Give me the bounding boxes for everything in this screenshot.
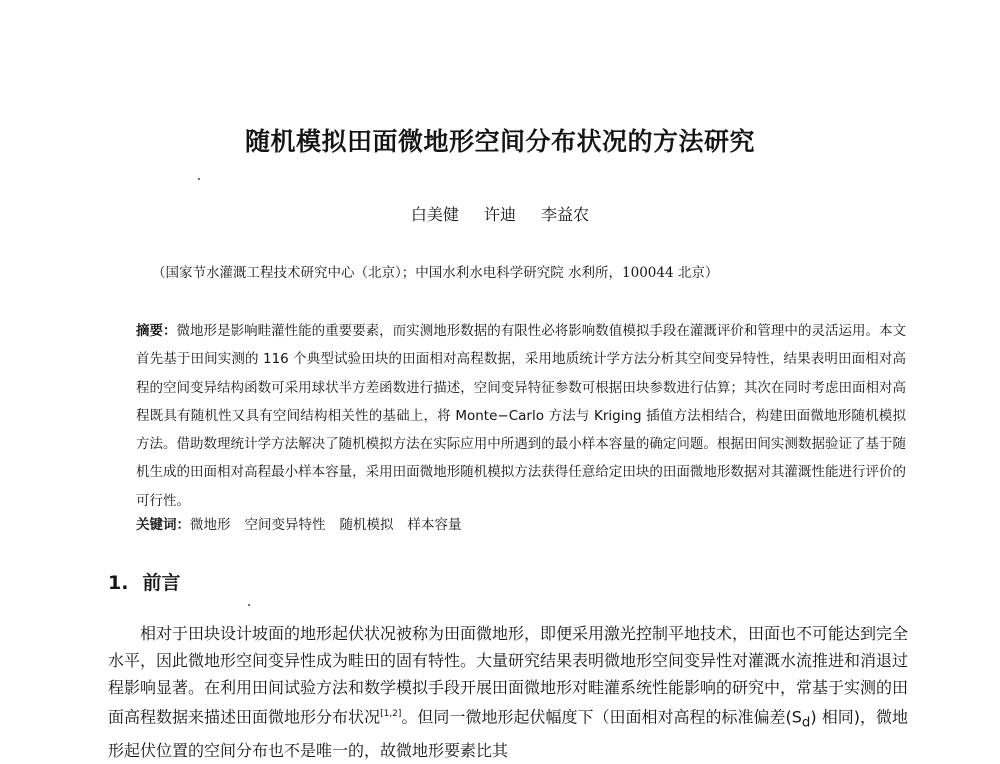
body-text-part: 。但同一微地形起伏幅度下（田面相对高程的标准偏差(S: [401, 707, 802, 727]
abstract-text: 微地形是影响畦灌性能的重要要素，而实测地形数据的有限性必将影响数值模拟手段在灌溉评价和管理中的灵活运用。本文首先基于田间实测的 116 个典型试验田块的田面相对高程数据，采用地质统计学方法分析其空间变异特性，结果表明田面相对高程的空间变异结构函数可采用球状半方差函数进行描述，空间变异特征参数可根据田块参数进行估算；其次在同时考虑田面相对高程既具有随机性又具有空间结构相关性的基础上，将 Monte−Carlo 方法与 Kriging 插值方法相结合，构建田面微地形随机模拟方法。借助数理统计学方法解决了随机模拟方法在实际应用中所遇到的最小样本容量的确定问题。根据田间实测数据验证了基于随机生成的田面相对高程最小样本容量，采用田面微地形随机模拟方法获得任意给定田块的田面微地形数据对其灌溉性能进行评价的可行性。: [136, 323, 907, 509]
keywords-label: 关键词：: [136, 517, 190, 533]
abstract-label: 摘要：: [136, 323, 177, 339]
body-text-part: 相对于田块设计坡面的地形起伏状况被称为田面微地形，即便采用激光控制平地技术，田面也不可能达到完全水平，因此微地形空间变异性成为畦田的固有特性。大量研究结果表明微地形空间变异性对灌溉水流推进和消退过程影响显著。在利用田间试验方法和数学模拟手段开展田面微地形对畦灌系统性能影响的研究中，常基于实测的田面高程数据来描述田面微地形分布状况: [108, 624, 909, 727]
affiliation: （国家节水灌溉工程技术研究中心（北京）；中国水利水电科学研究院 水利所，100044 北京）: [152, 265, 719, 281]
symbol-subscript: d: [801, 715, 811, 731]
body-paragraph: [108, 620, 908, 764]
paper-title: 随机模拟田面微地形空间分布状况的方法研究: [244, 127, 755, 156]
section-title: 前言: [142, 572, 181, 594]
keyword: 样本容量: [407, 517, 462, 533]
section-number: 1.: [108, 572, 129, 594]
author-name: 许迪: [483, 205, 516, 224]
author-list: [0, 202, 1000, 225]
keyword: 随机模拟: [339, 517, 394, 533]
scan-speck: [198, 178, 200, 180]
author-name: 白美健: [410, 205, 459, 224]
author-name: 李益农: [541, 205, 590, 224]
keyword: 微地形: [190, 517, 231, 533]
citation: [1,2]: [380, 709, 402, 719]
section-heading: [108, 568, 180, 595]
body-text-part: ) 相同)，微地形起伏位置的空间分布也不是唯一的，故微地形要素比其: [108, 707, 908, 760]
abstract: [136, 317, 906, 515]
keywords: [136, 513, 906, 533]
scan-speck: [248, 604, 250, 606]
keyword: 空间变异特性: [244, 517, 326, 533]
